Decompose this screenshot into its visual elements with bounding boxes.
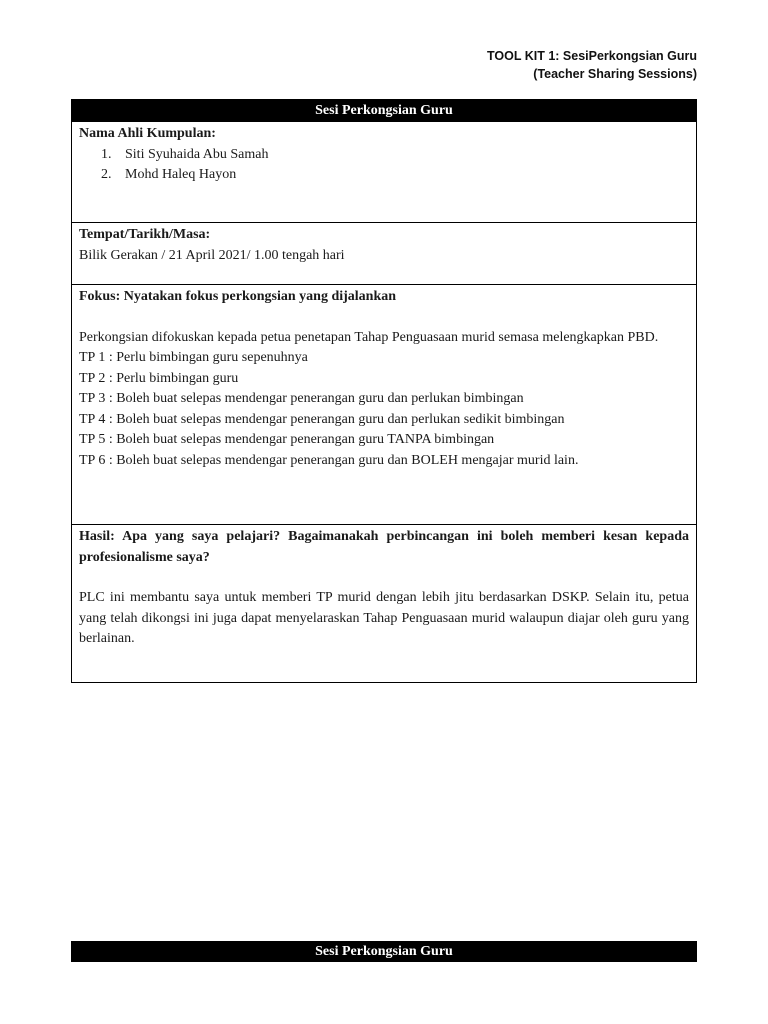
place-date-time-section: [72, 222, 696, 284]
tp-level-item: TP 2 : Perlu bimbingan guru: [79, 370, 239, 386]
sharing-session-form: [71, 99, 697, 683]
tp-level-item: TP 3 : Boleh buat selepas mendengar penerangan guru dan perlukan bimbingan: [79, 391, 524, 406]
tp-level-item: TP 6 : Boleh buat selepas mendengar penerangan guru dan BOLEH mengajar murid lain.: [79, 452, 579, 468]
place-date-time-value: Bilik Gerakan / 21 April 2021/ 1.00 tengah hari: [79, 247, 345, 263]
member-item: [79, 165, 689, 186]
result-section: [72, 524, 696, 682]
footer-title-bar: Sesi Perkongsian Guru: [71, 941, 697, 962]
focus-label: Fokus: Nyatakan fokus perkongsian yang dijalankan: [79, 289, 397, 304]
form-title-bar: Sesi Perkongsian Guru: [72, 100, 696, 121]
tp-level-item: TP 1 : Perlu bimbingan guru sepenuhnya: [79, 350, 308, 365]
toolkit-title: TOOL KIT 1: SesiPerkongsian Guru: [486, 49, 697, 63]
members-label: Nama Ahli Kumpulan:: [79, 126, 216, 141]
member-number: 1.: [101, 146, 112, 162]
members-list: [79, 145, 689, 186]
result-label: Hasil: Apa yang saya pelajari? Bagaimanakah perbincangan ini boleh memberi kesan kepada profesionalisme saya?: [79, 529, 689, 565]
focus-intro: Perkongsian difokuskan kepada petua penetapan Tahap Penguasaan murid semasa melengkapkan PBD.: [79, 329, 659, 345]
member-name: Mohd Haleq Hayon: [125, 167, 237, 182]
members-section: [72, 121, 696, 222]
member-name: Siti Syuhaida Abu Samah: [125, 146, 269, 162]
toolkit-subtitle: (Teacher Sharing Sessions): [533, 67, 697, 81]
member-number: 2.: [101, 167, 112, 182]
tp-level-item: TP 5 : Boleh buat selepas mendengar penerangan guru TANPA bimbingan: [79, 432, 495, 447]
result-text: PLC ini membantu saya untuk memberi TP murid dengan lebih jitu berdasarkan DSKP. Selain itu, petua yang telah dikongsi ini juga dapat menyelaraskan Tahap Penguasaan murid walaupun diajar oleh guru yang berlainan.: [79, 590, 689, 646]
tp-level-item: TP 4 : Boleh buat selepas mendengar penerangan guru dan perlukan sedikit bimbingan: [79, 411, 565, 427]
place-date-time-label: Tempat/Tarikh/Masa:: [79, 227, 211, 242]
focus-section: [72, 284, 696, 524]
toolkit-header: [487, 47, 697, 83]
member-item: [79, 145, 689, 166]
